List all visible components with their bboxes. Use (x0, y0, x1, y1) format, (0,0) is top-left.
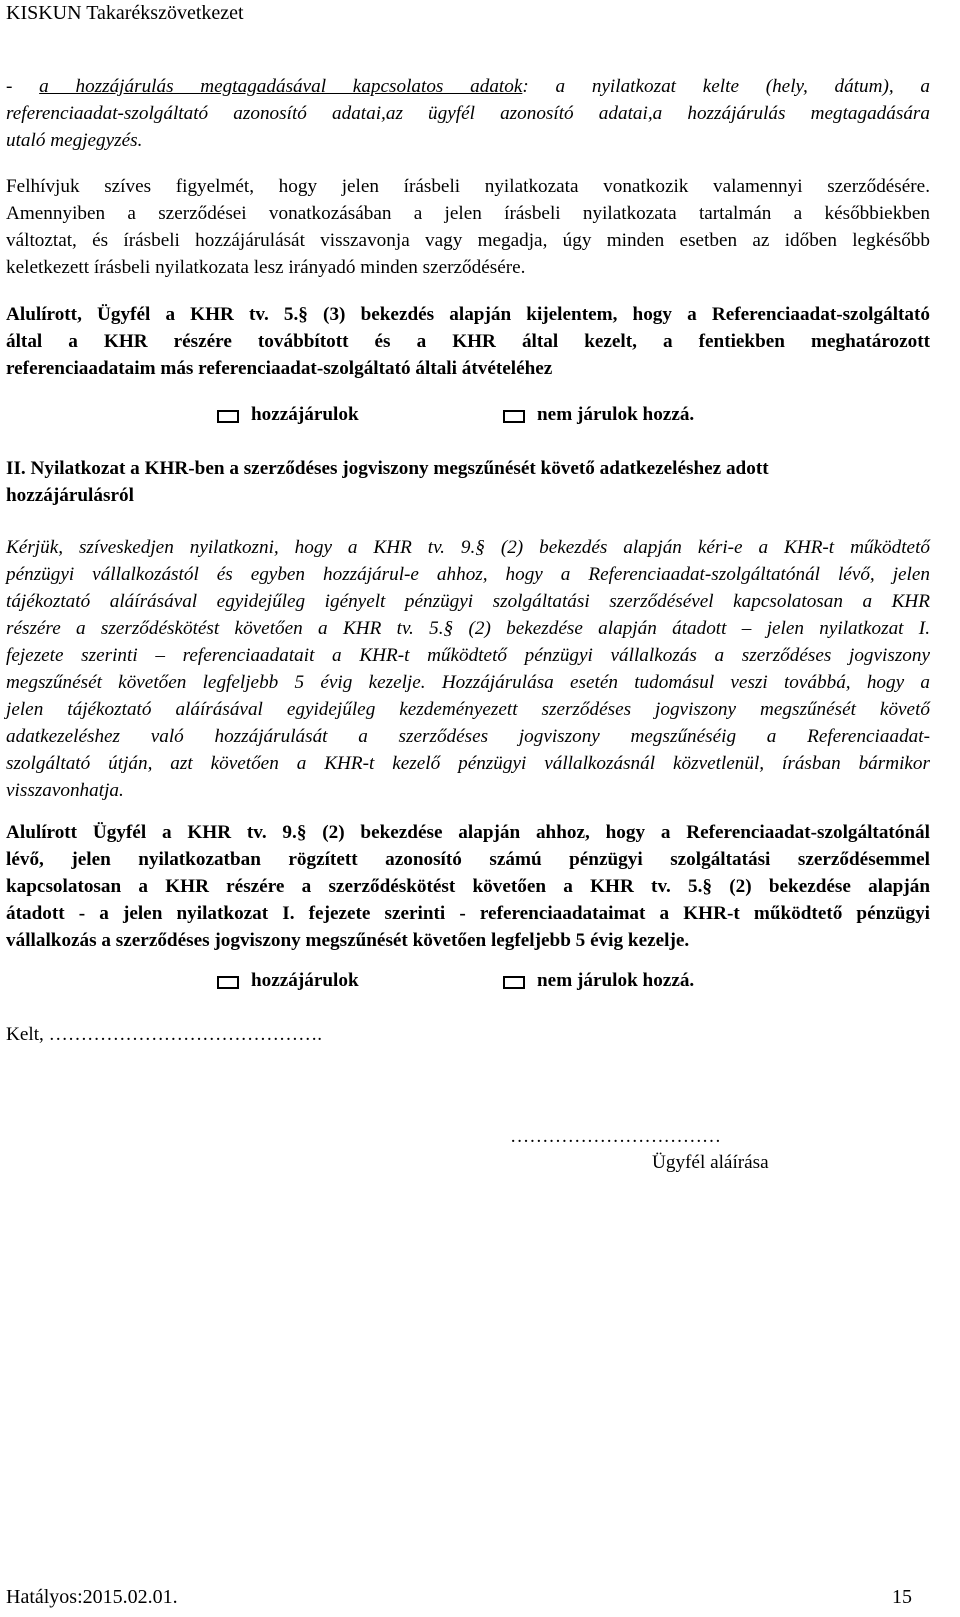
notice-line-2: Amennyiben a szerződései vonatkozásában a jelen írásbeli nyilatkozata tartalmán a későbbiekben (6, 203, 930, 224)
checkbox-agree-1[interactable] (217, 410, 239, 423)
s2-body-line: megszűnését követően legfeljebb 5 évig kezelje. Hozzájárulása esetén tudomásul veszi továbbá, hogy a (6, 672, 930, 693)
s2-decl-line: kapcsolatosan a KHR részére a szerződéskötést követően a KHR tv. 5.§ (2) bekezdése alapján (6, 876, 930, 897)
section1-line-1: Alulírott, Ügyfél a KHR tv. 5.§ (3) bekezdés alapján kijelentem, hogy a Referenciaadat-szolgáltató (6, 304, 930, 325)
choice2-agree[interactable] (217, 970, 359, 992)
section2-title-line-1: II. Nyilatkozat a KHR-ben a szerződéses jogviszony megszűnését követő adatkezeléshez adott (6, 458, 769, 479)
notice-paragraph (6, 173, 930, 281)
footer-effective-date: Hatályos:2015.02.01. (6, 1586, 178, 1608)
s2-body-line: pénzügyi vállalkozástól és egyben hozzájárul-e ahhoz, hogy a Referenciaadat-szolgáltatónál lévő, jelen (6, 564, 930, 585)
signature-label: Ügyfél aláírása (652, 1152, 769, 1173)
s2-decl-line: vállalkozás a szerződéses jogviszony megszűnését követően legfeljebb 5 évig kezelje. (6, 930, 690, 951)
section1-line-2: által a KHR részére továbbított és a KHR által kezelt, a fentiekben meghatározott (6, 331, 930, 352)
s2-body-line: fejezete szerinti – referenciaadatait a KHR-t működtető pénzügyi vállalkozás a szerződéses jogviszony (6, 645, 930, 666)
checkbox-disagree-2[interactable] (503, 976, 525, 989)
notice-line-4: keletkezett írásbeli nyilatkozata lesz irányadó minden szerződésére. (6, 257, 526, 278)
section2-title-line-2: hozzájárulásról (6, 485, 134, 506)
choice2-agree-label: hozzájárulok (251, 970, 359, 991)
intro-line-2: referenciaadat-szolgáltató azonosító adatai,az ügyfél azonosító adatai,a hozzájárulás megtagadására (6, 103, 930, 124)
section2-declaration (6, 819, 930, 954)
choice1-disagree[interactable] (503, 404, 694, 426)
s2-body-line: adatkezeléshez való hozzájárulását a szerződéses jogviszony megszűnéséig a Referenciaadat- (6, 726, 930, 747)
section2-body (6, 534, 930, 804)
s2-body-line: visszavonhatja. (6, 780, 124, 801)
choice2-disagree[interactable] (503, 970, 694, 992)
choice1-disagree-label: nem járulok hozzá. (537, 404, 695, 425)
section2-title (6, 455, 930, 509)
date-field[interactable]: Kelt, ……………………………………. (6, 1024, 323, 1045)
intro-paragraph (6, 73, 930, 154)
s2-decl-line: lévő, jelen nyilatkozatban rögzített azonosító számú pénzügyi szolgáltatási szerződésemmel (6, 849, 930, 870)
intro-line-3: utaló megjegyzés. (6, 130, 143, 151)
s2-decl-line: átadott - a jelen nyilatkozat I. fejezete szerinti - referenciaadataimat a KHR-t működtető pénzügyi (6, 903, 930, 924)
section1-line-3: referenciaadataim más referenciaadat-szolgáltató általi átvételéhez (6, 358, 553, 379)
page-number: 15 (892, 1586, 912, 1608)
notice-line-3: változtat, és írásbeli hozzájárulását visszavonja vagy megadja, úgy minden esetben az időben legkésőbb (6, 230, 930, 251)
checkbox-agree-2[interactable] (217, 976, 239, 989)
choice1-agree-label: hozzájárulok (251, 404, 359, 425)
intro-underlined-term: a hozzájárulás megtagadásával kapcsolatos adatok (39, 76, 523, 97)
s2-body-line: Kérjük, szíveskedjen nyilatkozni, hogy a KHR tv. 9.§ (2) bekezdés alapján kéri-e a KHR-t működtető (6, 537, 930, 558)
s2-decl-line: Alulírott Ügyfél a KHR tv. 9.§ (2) bekezdése alapján ahhoz, hogy a Referenciaadat-szolgáltatónál (6, 822, 930, 843)
choice1-agree[interactable] (217, 404, 359, 426)
section1-statement (6, 301, 930, 382)
signature-line: …………………………… (510, 1126, 722, 1147)
notice-line-1: Felhívjuk szíves figyelmét, hogy jelen írásbeli nyilatkozata vonatkozik valamennyi szerződésére. (6, 176, 930, 197)
s2-body-line: részére a szerződéskötést követően a KHR tv. 5.§ (2) bekezdése alapján átadott – jelen nyilatkozat I. (6, 618, 930, 639)
page-header: KISKUN Takarékszövetkezet (6, 2, 244, 24)
choice2-disagree-label: nem járulok hozzá. (537, 970, 695, 991)
s2-body-line: jelen tájékoztató aláírásával egyidejűleg kezdeményezett szerződéses jogviszony megszűnését követő (6, 699, 930, 720)
checkbox-disagree-1[interactable] (503, 410, 525, 423)
s2-body-line: szolgáltató útján, azt követően a KHR-t kezelő pénzügyi vállalkozásnál közvetlenül, írásban bármikor (6, 753, 930, 774)
s2-body-line: tájékoztató aláírásával egyidejűleg igényelt pénzügyi szolgáltatási szerződésével kapcsolatosan a KHR (6, 591, 930, 612)
intro-line-1: - a hozzájárulás megtagadásával kapcsolatos adatok: a nyilatkozat kelte (hely, dátum), a (6, 76, 930, 97)
